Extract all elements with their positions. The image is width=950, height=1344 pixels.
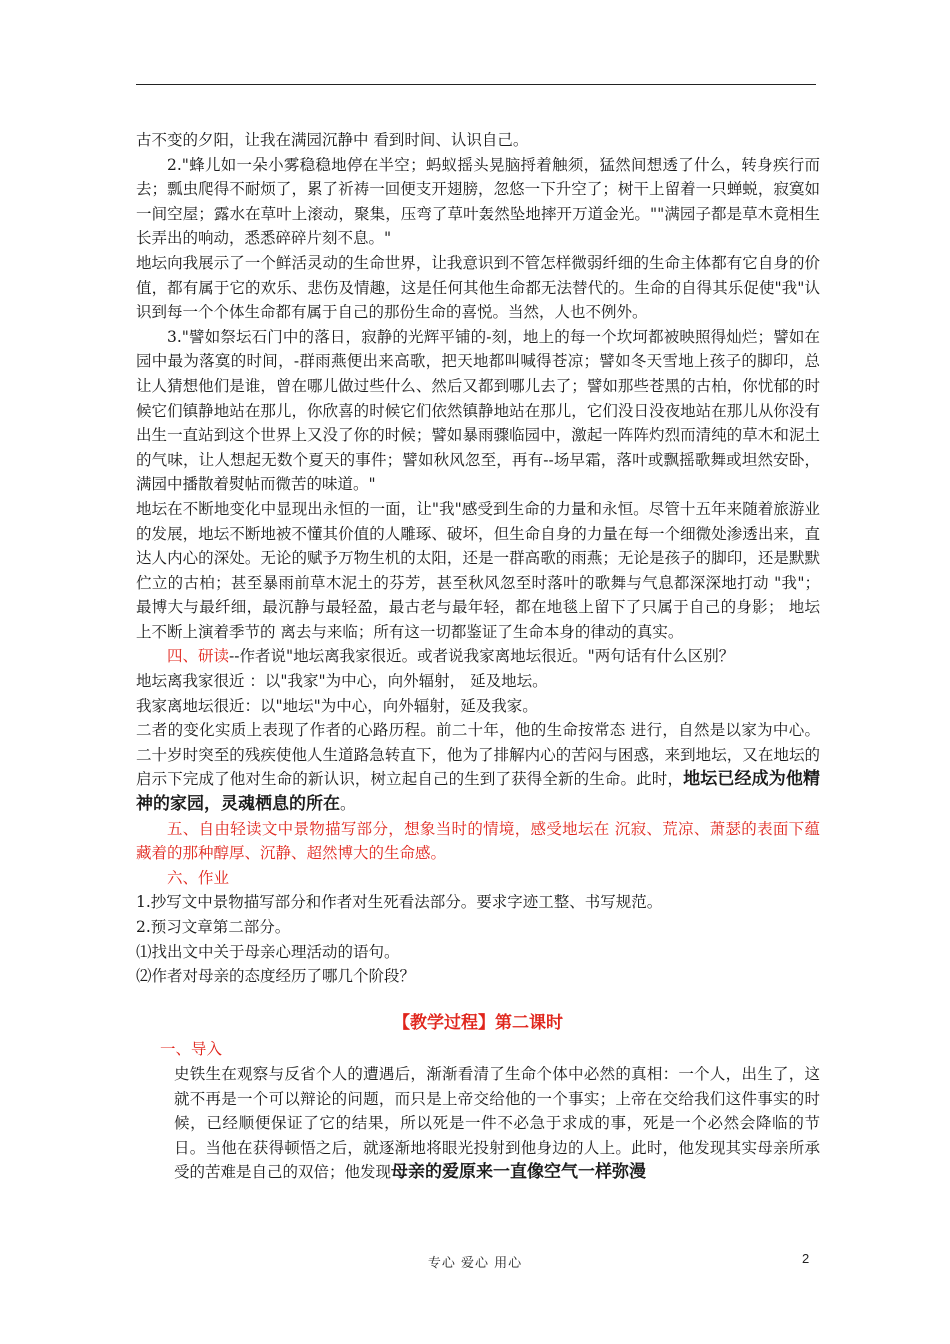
homework-item: 1.抄写文中景物描写部分和作者对生死看法部分。要求字迹工整、书写规范。 (136, 893, 663, 912)
homework-item: ⑴找出文中关于母亲心理活动的语句。 (136, 942, 400, 961)
page-number: 2 (802, 1251, 810, 1266)
homework-item: 2.预习文章第二部分。 (136, 918, 291, 936)
lesson-heading: 【教学过程】第二课时 (393, 1012, 563, 1033)
paragraph: 地坛在不断地变化中显现出永恒的一面，让"我"感受到生命的力量和永恒。尽管十五年来随着旅游业的发展，地坛不断地被不懂其价值的人雕琢、破坏，但生命自身的力量在每一个细微处渗透出来，直达人内心的深处。无论的赋予万物生机的太阳，还是一群高歌的雨燕；无论是孩子的脚印，还是默默伫立的古柏；甚至暴雨前草木泥土的芬芳，甚至秋风忽至时落叶的歌舞与气息都深深地打动 "我"；最博大与最纤细，最沉静与最轻盈，最古老与最年轻，都在地毯上留下了只属于自己的身影； 地坛上不断上演着季节的 离去与来临；所有这一切都鉴证了生命本身的律动的真实。 (136, 499, 820, 641)
section-4-question: 四、研读--作者说"地坛离我家很近。或者说我家离地坛很近。"两句话有什么区别？ (167, 647, 735, 666)
homework-item: ⑵作者对母亲的态度经历了哪几个阶段？ (136, 967, 416, 986)
highlight-text: 地坛已经成为他精神的家园，灵魂栖息的所在 (136, 769, 820, 815)
intro-paragraph: 史铁生在观察与反省个人的遭遇后，渐渐看清了生命个体中必然的真相：一个人，出生了，这就不再是一个可以辩论的问题，而只是上帝交给他的一个事实；上帝在交给我们这件事实的时候，已经顺便保证了它的结果，所以死是一件不必急于求成的事，死是一个必然会降临的节日。当他在获得顿悟之后，就逐渐地将眼光投射到他身边的人上。此时，他发现其实母亲所承受的苦难是自己的双倍；他发现母亲的爱原来一直像空气一样弥漫 (174, 1064, 820, 1183)
section-4-heading: 四、研读 (167, 647, 230, 666)
section-4-analysis: 二者的变化实质上表现了作者的心路历程。前二十年，他的生命按常态 进行，自然是以家为中心。二十岁时突至的残疾使他人生道路急转直下，他为了排解内心的苦闷与困惑，来到地坛，又在地坛的启示下完成了他对生命的新认识，树立起自己的生到了获得全新的生命。此时，地坛已经成为他精神的家园，灵魂栖息的所在。 (136, 721, 820, 815)
paragraph: 古不变的夕阳，让我在满园沉静中 看到时间、认识自己。 (136, 131, 529, 149)
paragraph: 地坛离我家很近 ：以"我家"为中心，向外辐射， 延及地坛。 (136, 672, 548, 691)
footer-slogan: 专心 爱心 用心 (427, 1256, 523, 1271)
intro-heading: 一、导入 (160, 1040, 223, 1059)
paragraph: 我家离地坛很近：以"地坛"为中心，向外辐射，延及我家。 (136, 696, 538, 715)
paragraph: 3."譬如祭坛石门中的落日，寂静的光辉平铺的-刻，地上的每一个坎坷都被映照得灿烂；譬如在园中最为落寞的时间，-群雨燕便出来高歌，把天地都叫喊得苍凉；譬如冬天雪地上孩子的脚印，总让人猜想他们是谁，曾在哪儿做过些什么、然后又都到哪儿去了；譬如那些苍黑的古柏，你忧郁的时候它们镇静地站在那儿，你欣喜的时候它们依然镇静地站在那儿，它们没日没夜地站在那儿从你没有出生一直站到这个世界上又没了你的时候；譬如暴雨骤临园中，激起一阵阵灼烈而清纯的草木和泥土的气味，让人想起无数个夏天的事件；譬如秋风忽至，再有--场早霜，落叶或飘摇歌舞或坦然安卧，满园中播散着熨帖而微苦的味道。" (136, 327, 820, 494)
highlight-text: 母亲的爱原来一直像空气一样弥漫 (391, 1162, 647, 1183)
section-5: 五、自由轻读文中景物描写部分，想象当时的情境，感受地坛在 沉寂、荒凉、萧瑟的表面下蕴藏着的那种醇厚、沉静、超然博大的生命感。 (136, 819, 820, 863)
document-body (136, 128, 820, 1185)
paragraph: 地坛向我展示了一个鲜活灵动的生命世界，让我意识到不管怎样微弱纤细的生命主体都有它自身的价值，都有属于它的欢乐、悲伤及情趣，这是任何其他生命都无法替代的。生命的自得其乐促使"我"认识到每一个个体生命都有属于自己的那份生命的喜悦。当然，人也不例外。 (136, 253, 820, 322)
header-rule (136, 84, 816, 85)
section-6-heading: 六、作业 (167, 868, 230, 887)
paragraph: 2."蜂儿如一朵小雾稳稳地停在半空；蚂蚁摇头晃脑捋着触须，猛然间想透了什么，转身疾行而去；瓢虫爬得不耐烦了，累了祈祷一回便支开翅膀，忽悠一下升空了；树干上留着一只蝉蜕，寂寞如一间空屋；露水在草叶上滚动，聚集，压弯了草叶轰然坠地摔开万道金光。""满园子都是草木竟相生长弄出的响动，悉悉碎碎片刻不息。" (136, 155, 820, 248)
